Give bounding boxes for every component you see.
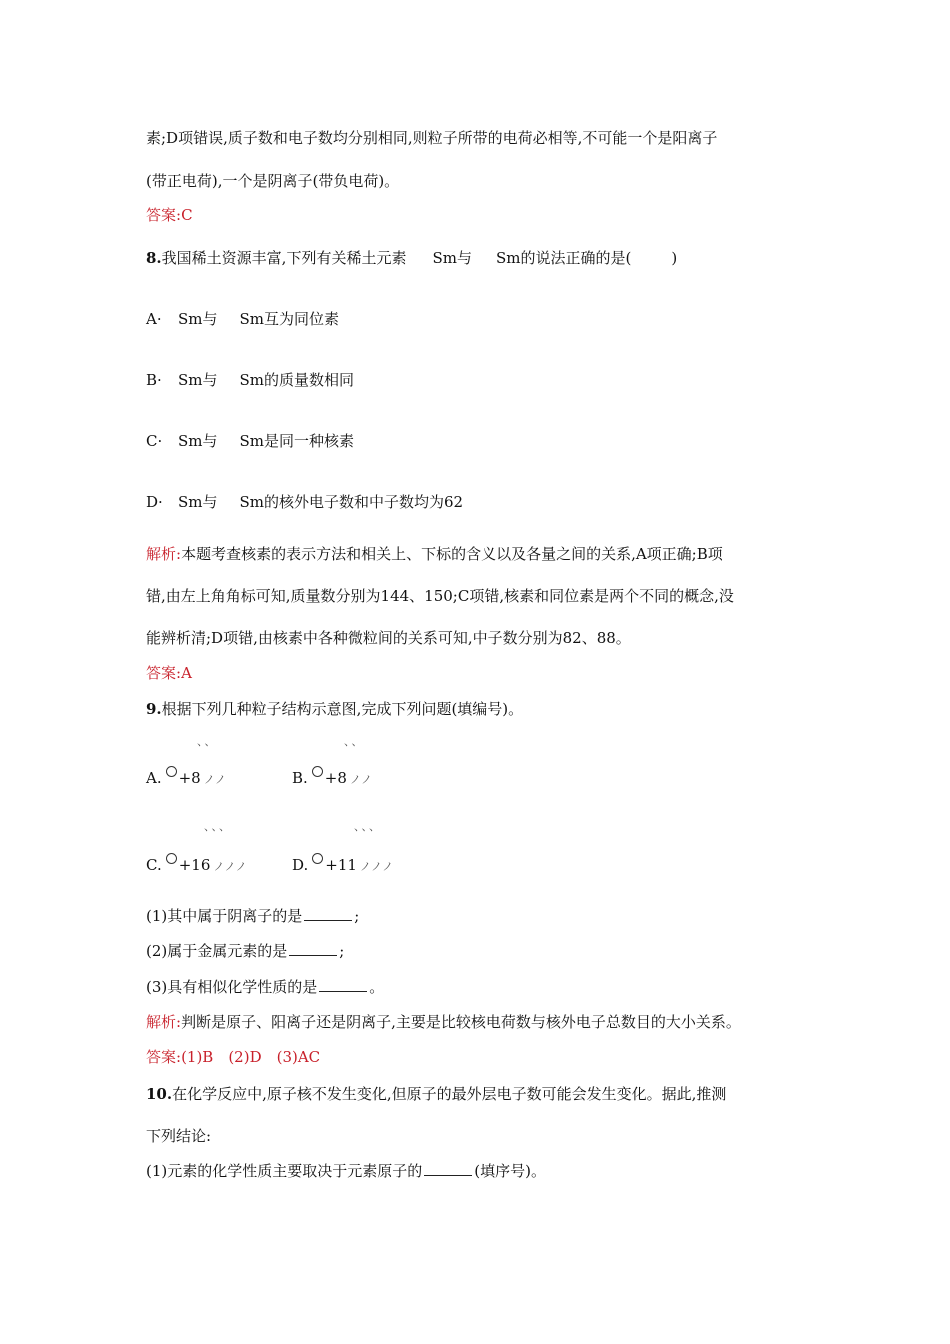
diagram-letter: C. xyxy=(146,856,162,874)
analysis-8-line1 xyxy=(146,544,723,564)
diagram-letter: D. xyxy=(292,856,309,874)
option-text: Sm的质量数相同 xyxy=(239,371,355,389)
analysis-8-line3: 能辨析清;D项错,由核素中各种微粒间的关系可知,中子数分别为82、88。 xyxy=(146,629,631,647)
answer-blank[interactable] xyxy=(304,906,352,921)
electron-shell-icon: ノノノ xyxy=(359,860,395,873)
option-text: Sm互为同位素 xyxy=(239,310,340,328)
diagram-a-ticks: 、、 xyxy=(197,735,218,748)
answer-value: (1)B (2)D (3)AC xyxy=(181,1048,321,1066)
analysis-8-line2: 错,由左上角角标可知,质量数分别为144、150;C项错,核素和同位素是两个不同的概念,没 xyxy=(146,587,734,605)
diagram-d xyxy=(292,853,394,877)
diagram-d-ticks: 、、、 xyxy=(354,820,382,833)
option-a xyxy=(146,309,339,329)
isotope-symbol-2: Sm的说法正确的是( xyxy=(495,249,632,267)
option-c xyxy=(146,431,354,451)
diagram-b xyxy=(292,766,373,790)
analysis-text: 判断是原子、阳离子还是阴离子,主要是比较核电荷数与核外电子总数目的大小关系。 xyxy=(181,1013,741,1031)
answer-label: 答案: xyxy=(146,1048,182,1066)
sub-question-end: ; xyxy=(354,907,360,925)
option-symbol-1: Sm与 xyxy=(178,371,218,389)
question-9-sub2 xyxy=(146,941,344,961)
isotope-symbol-1: Sm与 xyxy=(432,249,472,267)
para-top-line2: (带正电荷),一个是阴离子(带负电荷)。 xyxy=(146,172,400,190)
answer-9 xyxy=(146,1047,320,1067)
answer-value: A xyxy=(181,664,192,682)
nuclear-charge: +8 xyxy=(324,769,347,787)
question-9-sub3 xyxy=(146,977,384,997)
nucleus-circle-icon xyxy=(312,853,323,864)
nuclear-charge: +11 xyxy=(325,856,357,874)
answer-7 xyxy=(146,205,193,225)
analysis-label: 解析: xyxy=(146,545,182,563)
option-symbol-1: Sm与 xyxy=(178,493,218,511)
para-top-line1: 素;D项错误,质子数和电子数均分别相同,则粒子所带的电荷必相等,不可能一个是阳离子 xyxy=(146,129,718,147)
electron-shell-icon: ノノ xyxy=(349,773,374,786)
diagram-c-ticks: 、、、 xyxy=(204,820,232,833)
question-text: 我国稀土资源丰富,下列有关稀土元素 xyxy=(161,249,407,267)
option-b xyxy=(146,370,354,390)
option-letter: D· xyxy=(146,493,163,511)
option-letter: C· xyxy=(146,432,163,450)
question-text: 在化学反应中,原子核不发生变化,但原子的最外层电子数可能会发生变化。据此,推测 xyxy=(172,1085,727,1103)
option-symbol-1: Sm与 xyxy=(178,432,218,450)
question-number: 8. xyxy=(146,249,162,267)
nuclear-charge: +8 xyxy=(178,769,201,787)
sub-question-end: 。 xyxy=(369,978,385,996)
sub-question-text: (2)属于金属元素的是 xyxy=(146,942,288,960)
question-10-sub1 xyxy=(146,1161,546,1181)
question-8-stem xyxy=(146,248,677,268)
question-9-sub1 xyxy=(146,906,359,926)
sub-question-end: (填序号)。 xyxy=(474,1162,546,1180)
sub-question-text: (1)其中属于阴离子的是 xyxy=(146,907,303,925)
answer-label: 答案: xyxy=(146,664,182,682)
diagram-letter: A. xyxy=(146,769,162,787)
answer-blank[interactable] xyxy=(319,977,367,992)
electron-shell-icon: ノノノ xyxy=(213,860,248,873)
electron-shell-icon: ノノ xyxy=(203,773,227,786)
option-text: Sm的核外电子数和中子数均为62 xyxy=(239,493,464,511)
diagram-c xyxy=(146,853,248,877)
question-number: 9. xyxy=(146,700,162,718)
answer-label: 答案: xyxy=(146,206,182,224)
option-symbol-1: Sm与 xyxy=(178,310,218,328)
nucleus-circle-icon xyxy=(166,853,177,864)
option-letter: B· xyxy=(146,371,162,389)
paren-close: ) xyxy=(671,249,678,267)
question-number: 10. xyxy=(146,1085,173,1103)
analysis-9 xyxy=(146,1012,741,1032)
question-text: 根据下列几种粒子结构示意图,完成下列问题(填编号)。 xyxy=(161,700,524,718)
analysis-text: 本题考查核素的表示方法和相关上、下标的含义以及各量之间的关系,A项正确;B项 xyxy=(181,545,723,563)
answer-blank[interactable] xyxy=(424,1161,472,1176)
nucleus-circle-icon xyxy=(312,766,323,777)
answer-8 xyxy=(146,663,192,683)
diagram-a xyxy=(146,766,227,790)
option-d xyxy=(146,492,463,512)
sub-question-text: (3)具有相似化学性质的是 xyxy=(146,978,318,996)
question-10-stem-line2: 下列结论: xyxy=(146,1127,212,1145)
nuclear-charge: +16 xyxy=(178,856,211,874)
diagram-b-ticks: 、、 xyxy=(344,735,365,748)
option-letter: A· xyxy=(146,310,162,328)
question-9-stem xyxy=(146,699,523,719)
answer-blank[interactable] xyxy=(289,941,337,956)
answer-value: C xyxy=(181,206,193,224)
option-text: Sm是同一种核素 xyxy=(239,432,355,450)
analysis-label: 解析: xyxy=(146,1013,182,1031)
nucleus-circle-icon xyxy=(166,766,177,777)
sub-question-text: (1)元素的化学性质主要取决于元素原子的 xyxy=(146,1162,423,1180)
question-10-stem-line1 xyxy=(146,1084,726,1104)
sub-question-end: ; xyxy=(339,942,345,960)
diagram-letter: B. xyxy=(292,769,308,787)
